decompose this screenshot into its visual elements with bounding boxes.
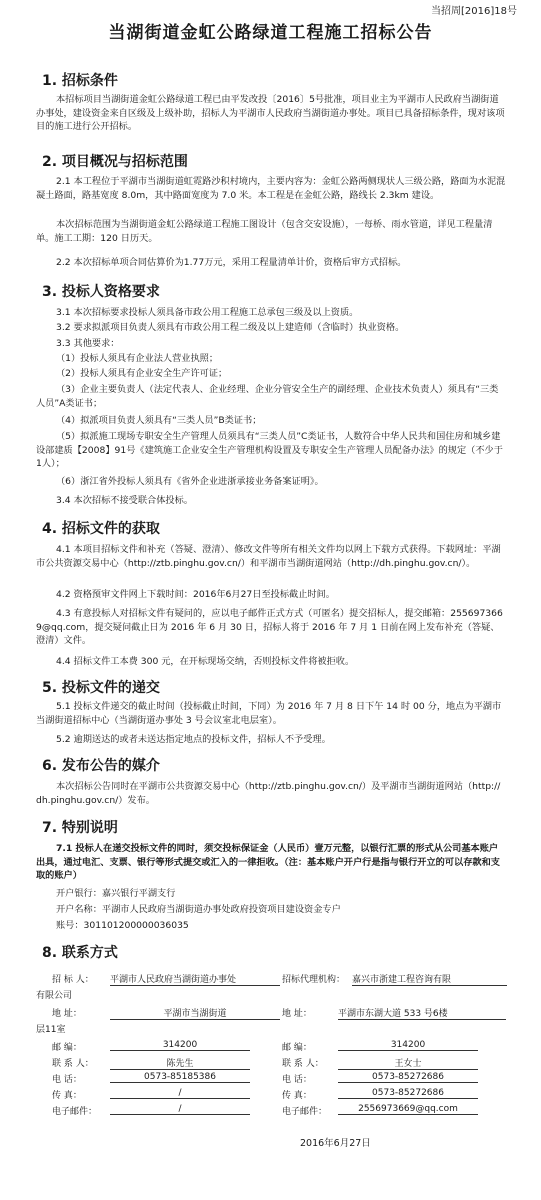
section-2-text-2: 本次招标范围为当湖街道金虹公路绿道工程施工图设计（包含交安设施），一每桥、雨水管道，详见工程量清单。施工工期：120 日历天。 <box>36 219 493 244</box>
tenderer-name: 平湖市人民政府当湖街道办事处 <box>110 972 280 986</box>
section-3-text-6: （3）企业主要负责人（法定代表人、企业经理、企业分管安全生产的副经理、企业技术负责人）须具有“三类人员”A类证书； <box>36 384 499 409</box>
agency-address: 平湖市东湖大道 533 号6楼 <box>338 1006 506 1020</box>
document-number: 当招周[2016]18号 <box>431 6 517 17</box>
contact-right-label-1: 招标代理机构： <box>282 975 346 985</box>
contact-right-label-4: 联 系 人： <box>282 1059 324 1069</box>
tenderer-contact: 陈先生 <box>110 1056 250 1070</box>
section-heading-7: 7. 特别说明 <box>42 820 118 836</box>
contact-left-label-7: 电子邮件： <box>52 1107 98 1117</box>
tenderer-email: / <box>110 1104 250 1115</box>
contact-right-label-7: 电子邮件： <box>282 1107 328 1117</box>
contact-right-label-5: 电 话： <box>282 1075 312 1085</box>
agency-email: 2556973669@qq.com <box>338 1104 478 1115</box>
account-number: 账号：301101200000036035 <box>56 920 189 931</box>
section-5-text-2: 5.2 逾期送达的或者未送达指定地点的投标文件，招标人不予受理。 <box>56 734 331 745</box>
section-4-text-3: 4.3 有意投标人对招标文件有疑问的，应以电子邮件正式方式（可匿名）提交招标人，提交邮箱：2556973669@qq.com，提交疑问截止日为 2016 年 6 月 30 日，招标人将于 2016 年 7 月 1 日前在网上发布补充（答疑、澄清）文件。 <box>36 608 503 646</box>
section-3-text-1: 3.1 本次招标要求投标人须具备市政公用工程施工总承包三级及以上资质。 <box>56 307 359 318</box>
agency-phone: 0573-85272686 <box>338 1072 478 1083</box>
agency-fax: 0573-85272686 <box>338 1088 478 1099</box>
section-1-text: 本招标项目当湖街道金虹公路绿道工程已由平发改投〔2016〕5号批准，项目业主为平湖市人民政府当湖街道办事处，建设资金来自区级及上级补助，招标人为平湖市人民政府当湖街道办事处。项目已具备招标条件，现对该项目的施工进行公开招标。 <box>36 94 505 132</box>
contact-left-label-1: 招 标 人： <box>52 975 94 985</box>
tenderer-name-cont: 有限公司 <box>36 991 73 1001</box>
section-3-text-7: （4）拟派项目负责人须具有“三类人员”B类证书； <box>56 415 262 426</box>
contact-right-label-3: 邮 编： <box>282 1043 312 1053</box>
section-4-text-2: 4.2 资格预审文件网上下载时间：2016年6月27日至投标截止时间。 <box>56 589 335 600</box>
publish-date: 2016年6月27日 <box>300 1138 371 1149</box>
page-title: 当湖街道金虹公路绿道工程施工招标公告 <box>108 23 433 43</box>
section-3-text-9: （6）浙江省外投标人须具有《省外企业进浙承接业务备案证明》。 <box>56 476 324 487</box>
section-heading-3: 3. 投标人资格要求 <box>42 284 160 300</box>
section-2-text-1: 2.1 本工程位于平湖市当湖街道虹霓路沙积村境内，主要内容为：金虹公路两侧现状人三级公路，路面为水泥混凝土路面，路基宽度 8.0m，其中路面宽度为 7.0 米。本工程是在金虹公路，路线长 2.3km 建设。 <box>36 176 506 201</box>
section-3-text-4: （1）投标人须具有企业法人营业执照； <box>56 353 219 364</box>
contact-left-label-3: 邮 编： <box>52 1043 82 1053</box>
section-6-text-1: 本次招标公告同时在平湖市公共资源交易中心（http://ztb.pinghu.gov.cn/）及平湖市当湖街道网站（http://dh.pinghu.gov.cn/）发布。 <box>36 781 501 806</box>
tenderer-postcode: 314200 <box>110 1040 250 1051</box>
account-holder: 开户名称：平湖市人民政府当湖街道办事处政府投资项目建设资金专户 <box>56 904 341 915</box>
contact-right-label-2: 地 址： <box>282 1009 312 1019</box>
tenderer-address: 平湖市当湖街道 <box>110 1006 280 1020</box>
contact-right-label-6: 传 真： <box>282 1091 312 1101</box>
section-4-text-4: 4.4 招标文件工本费 300 元，在开标现场交纳，否则投标文件将被拒收。 <box>56 656 355 667</box>
section-3-text-5: （2）投标人须具有企业安全生产许可证； <box>56 368 228 379</box>
agency-postcode: 314200 <box>338 1040 478 1051</box>
tenderer-fax: / <box>110 1088 250 1099</box>
section-heading-8: 8. 联系方式 <box>42 945 118 961</box>
section-heading-6: 6. 发布公告的媒介 <box>42 758 160 774</box>
section-heading-4: 4. 招标文件的获取 <box>42 521 160 537</box>
section-3-text-2: 3.2 要求拟派项目负责人须具有市政公用工程二级及以上建造师（含临时）执业资格。 <box>56 322 405 333</box>
section-3-text-3: 3.3 其他要求： <box>56 338 120 349</box>
agency-contact: 王女士 <box>338 1056 478 1070</box>
section-heading-5: 5. 投标文件的递交 <box>42 680 160 696</box>
section-heading-1: 1. 招标条件 <box>42 73 118 89</box>
section-7-text-1: 7.1 投标人在递交投标文件的同时，须交投标保证金（人民币）壹万元整，以银行汇票的形式从公司基本账户出具，通过电汇、支票、银行等形式提交或汇入的一律拒收。（注：基本账户开户行是指与银行开立的可以存款和支取的账户） <box>36 843 500 881</box>
tenderer-phone: 0573-85185386 <box>110 1072 250 1083</box>
agency-address-cont: 层11室 <box>36 1025 66 1035</box>
bank-name: 开户银行：嘉兴银行平湖支行 <box>56 888 176 899</box>
section-4-text-1: 4.1 本项目招标文件和补充（答疑、澄清）、修改文件等所有相关文件均以网上下载方式获得。下载网址：平湖市公共资源交易中心（http://ztb.pinghu.gov.cn/）和平湖市当湖街道网站（http://dh.pinghu.gov.cn/）。 <box>36 544 501 569</box>
section-3-text-8: （5）拟派施工现场专职安全生产管理人员须具有“三类人员”C类证书，人数符合中华人民共和国住房和城乡建设部建质【2008】91号《建筑施工企业安全生产管理机构设置及专职安全生产管理人员配备办法》的规定（不少于1人）； <box>36 431 503 469</box>
contact-left-label-2: 地 址： <box>52 1009 82 1019</box>
section-3-text-10: 3.4 本次招标不接受联合体投标。 <box>56 495 193 506</box>
section-2-text-3: 2.2 本次招标单项合同估算价为1.77万元，采用工程量清单计价，资格后审方式招标。 <box>56 257 407 268</box>
section-heading-2: 2. 项目概况与招标范围 <box>42 154 188 170</box>
contact-left-label-5: 电 话： <box>52 1075 82 1085</box>
contact-left-label-6: 传 真： <box>52 1091 82 1101</box>
section-5-text-1: 5.1 投标文件递交的截止时间（投标截止时间，下同）为 2016 年 7 月 8 日下午 14 时 00 分，地点为平湖市当湖街道招标中心（当湖街道办事处 3 号会议室北电层室）。 <box>36 701 502 726</box>
contact-left-label-4: 联 系 人： <box>52 1059 94 1069</box>
agency-name: 嘉兴市浙建工程咨询有限 <box>352 972 507 986</box>
